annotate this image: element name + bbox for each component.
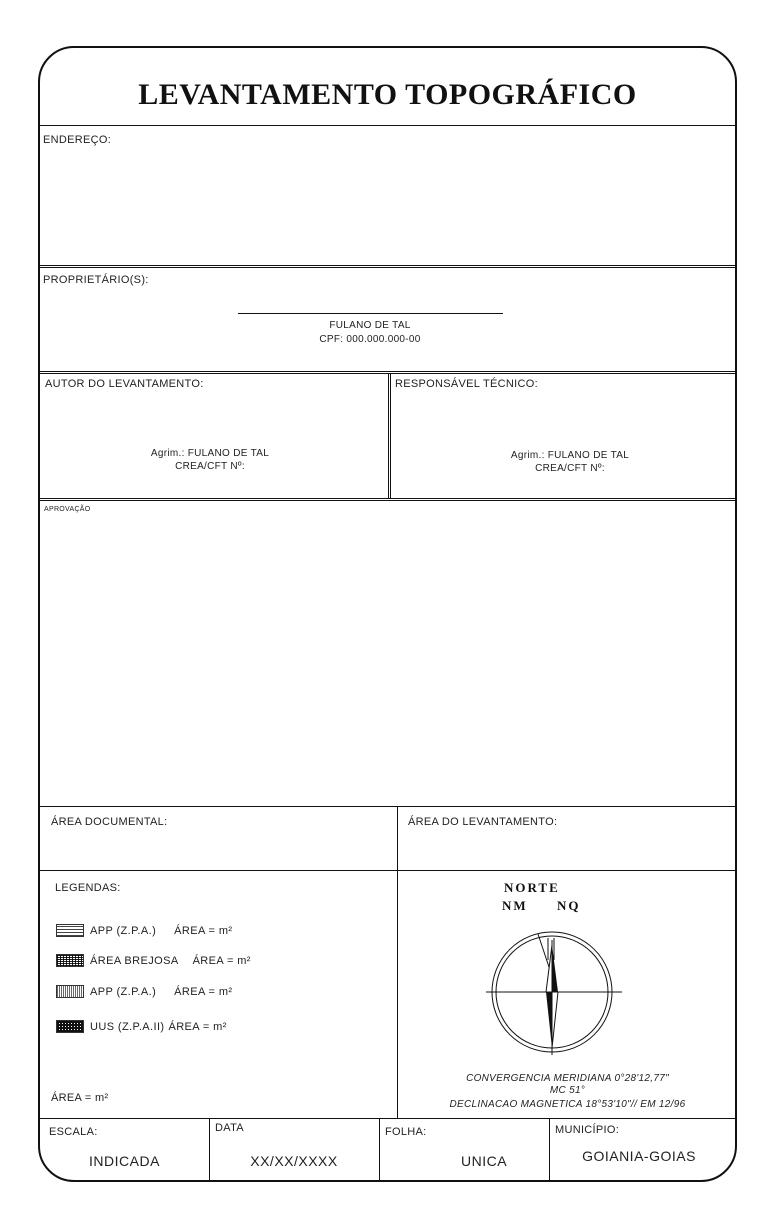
hatch-swatch-icon [56,985,84,998]
area-documental-label: ÁREA DOCUMENTAL: [51,816,168,828]
responsavel-crea: CREA/CFT Nº: [535,463,605,474]
divider [397,806,398,1118]
autor-label: AUTOR DO LEVANTAMENTO: [45,378,204,390]
aprovacao-label: APROVAÇÃO [44,506,91,513]
declinacao-magnetica: DECLINACAO MAGNETICA 18°53'10"// EM 12/96 [449,1099,686,1110]
proprietario-name: FULANO DE TAL [329,320,411,331]
divider [379,1118,380,1182]
legend-item-name: UUS (Z.P.A.II) [90,1020,165,1033]
divider [209,1118,210,1182]
data-label: DATA [215,1122,244,1134]
data-value: XX/XX/XXXX [250,1153,338,1169]
norte-nq: NQ [557,898,581,913]
responsavel-name: Agrim.: FULANO DE TAL [510,450,630,461]
hatch-swatch-icon [56,954,84,967]
legend-item [56,924,232,937]
legend-item [56,985,232,998]
responsavel-label: RESPONSÁVEL TÉCNICO: [395,378,538,390]
meridiano-central: MC 51° [549,1085,586,1096]
autor-name: Agrim.: FULANO DE TAL [150,448,270,459]
legend-item-area: ÁREA = m² [174,924,233,937]
legend-item-area: ÁREA = m² [168,1020,227,1033]
norte-nm: NM [502,898,528,913]
legend-item-area: ÁREA = m² [174,985,233,998]
legendas-label: LEGENDAS: [55,882,121,894]
folha-value: UNICA [460,1153,508,1169]
legend-item-name: ÁREA BREJOSA [90,954,179,967]
divider [40,1118,735,1119]
divider [388,374,391,498]
divider [40,265,735,268]
divider [40,806,735,807]
divider [40,125,735,126]
norte-title: NORTE [504,880,560,895]
autor-crea: CREA/CFT Nº: [175,461,245,472]
escala-value: INDICADA [89,1153,160,1169]
legend-total-area: ÁREA = m² [51,1092,109,1104]
escala-label: ESCALA: [49,1126,98,1138]
municipio-label: MUNICÍPIO: [555,1124,620,1136]
proprietario-cpf: CPF: 000.000.000-00 [319,334,421,345]
convergencia-meridiana: CONVERGENCIA MERIDIANA 0°28'12,77" [466,1073,669,1084]
area-levantamento-label: ÁREA DO LEVANTAMENTO: [408,816,558,828]
endereco-label: ENDEREÇO: [43,134,112,146]
hatch-swatch-icon [56,1020,84,1033]
drawing-frame [38,46,737,1182]
page-title: LEVANTAMENTO TOPOGRÁFICO [138,78,637,111]
legend-item-name: APP (Z.P.A.) [90,985,157,998]
legend-item [56,1020,227,1033]
legend-item [56,954,251,967]
divider [40,870,735,871]
legend-item-area: ÁREA = m² [192,954,251,967]
signature-line [238,313,503,314]
hatch-swatch-icon [56,924,84,937]
north-arrow-icon [482,920,632,1070]
proprietarios-label: PROPRIETÁRIO(S): [43,274,149,286]
municipio-value: GOIANIA-GOIAS [582,1148,696,1164]
legend-item-name: APP (Z.P.A.) [90,924,157,937]
folha-label: FOLHA: [385,1126,427,1138]
divider [40,498,735,501]
